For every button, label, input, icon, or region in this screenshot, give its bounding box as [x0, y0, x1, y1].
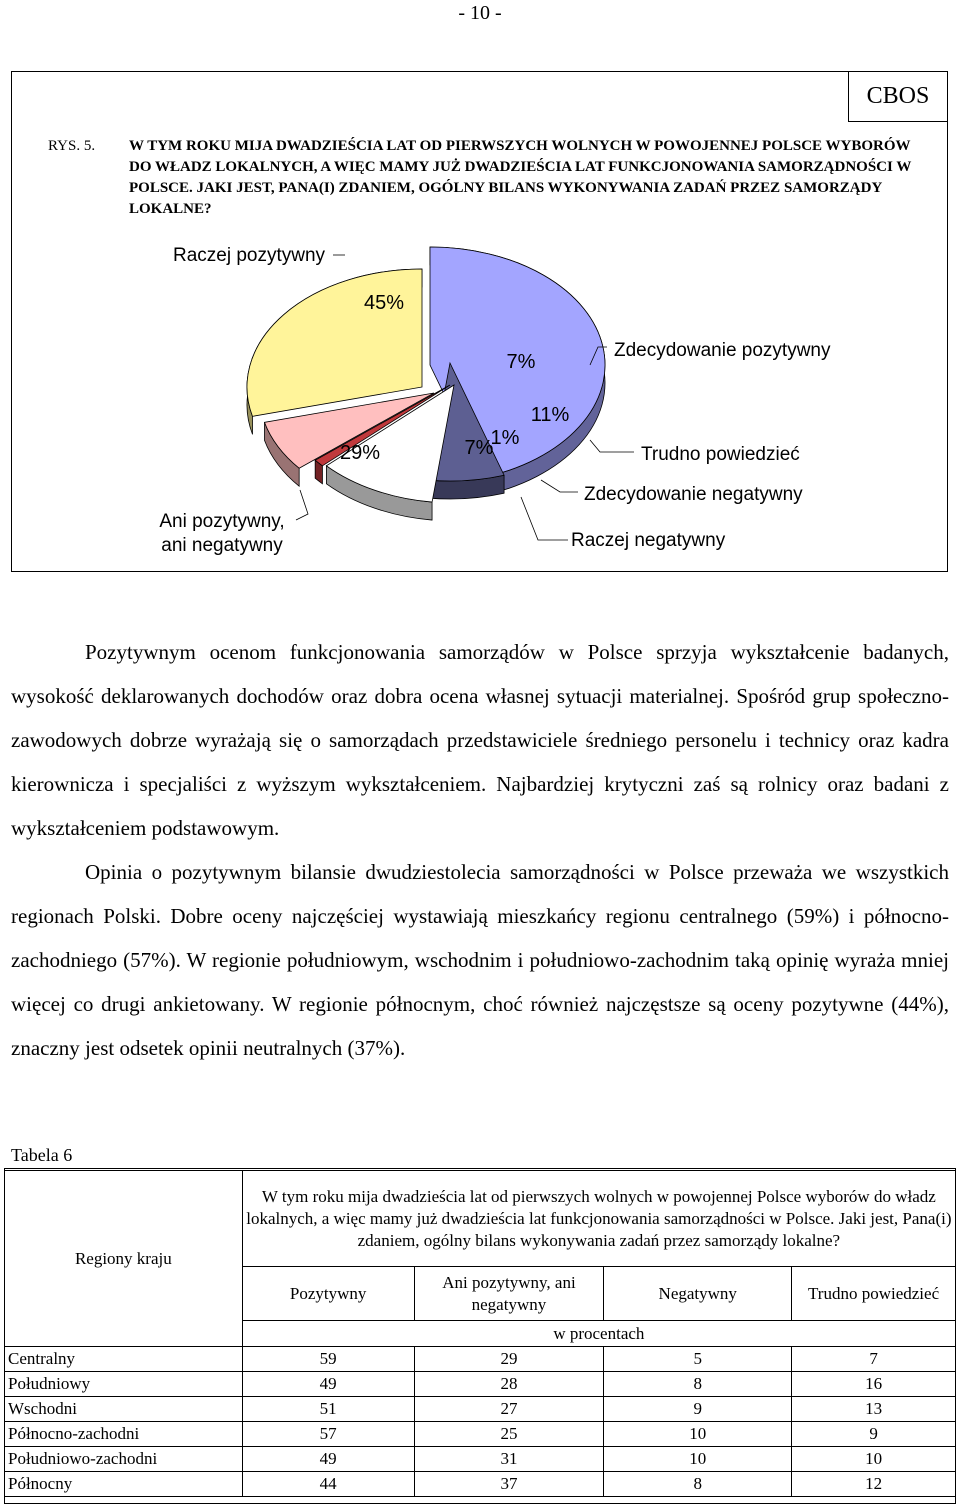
value-cell: 59 — [242, 1347, 414, 1372]
leader-line — [521, 497, 568, 540]
paragraph-2: Opinia o pozytywnym bilansie dwudziestolecia samorządności w Polsce przeważa we wszystkich regionach Polski. Dobre oceny najczęściej wystawiają mieszkańcy regionu centralnego (59%) i północno-zachodniego (57%). W regionie południowym, wschodnim i południowo-zachodnim taką opinię wyraża mniej więcej co drugi ankietowany. W regionie północnym, choć również najczęstsze są oceny pozytywne (44%), znaczny jest odsetek opinii neutralnych (37%). — [11, 860, 949, 1060]
value-cell: 13 — [792, 1397, 956, 1422]
value-cell: 10 — [792, 1447, 956, 1472]
slice-percent-label: 1% — [490, 427, 520, 449]
col-header-negative: Negatywny — [604, 1267, 792, 1321]
region-name: Południowo-zachodni — [5, 1447, 243, 1472]
slice-category-label: Ani pozytywny, ani negatywny — [159, 511, 285, 556]
leader-line — [296, 490, 308, 520]
col-header-hard-to-say: Trudno powiedzieć — [792, 1267, 956, 1321]
value-cell: 28 — [414, 1372, 604, 1397]
cbos-logo-box: CBOS — [848, 71, 948, 122]
figure-title: W TYM ROKU MIJA DWADZIEŚCIA LAT OD PIERWSZYCH WOLNYCH W POWOJENNEJ POLSCE WYBORÓW DO WŁADZ LOKALNYCH, A WIĘC MAMY JUŻ DWADZIEŚCIA LAT FUNKCJONOWANIA SAMORZĄDNOŚCI W POLSCE. JAKI JEST, PANA(I) ZDANIEM, OGÓLNY BILANS WYKONYWANIA ZADAŃ PRZEZ SAMORZĄDY LOKALNE? — [129, 138, 912, 217]
leader-line — [590, 440, 634, 452]
table-row-header: Regiony kraju — [5, 1171, 243, 1347]
figure-label: RYS. 5. — [48, 138, 96, 154]
region-name: Północno-zachodni — [5, 1422, 243, 1447]
slice-percent-label: 45% — [363, 292, 405, 314]
value-cell: 27 — [414, 1397, 604, 1422]
col-header-neutral: Ani pozytywny, ani negatywny — [414, 1267, 604, 1321]
slice-percent-label: 7% — [506, 351, 536, 373]
value-cell: 29 — [414, 1347, 604, 1372]
slice-category-label: Trudno powiedzieć — [641, 444, 800, 465]
slice-percent-label: 29% — [339, 442, 381, 464]
slice-category-label: Raczej negatywny — [571, 530, 726, 551]
value-cell: 10 — [604, 1447, 792, 1472]
value-cell: 16 — [792, 1372, 956, 1397]
table-row — [5, 1372, 956, 1397]
value-cell: 44 — [242, 1472, 414, 1497]
slice-category-label: Zdecydowanie pozytywny — [614, 340, 831, 361]
body-text — [11, 630, 949, 1070]
value-cell: 8 — [604, 1472, 792, 1497]
value-cell: 57 — [242, 1422, 414, 1447]
value-cell: 51 — [242, 1397, 414, 1422]
region-name: Północny — [5, 1472, 243, 1497]
leader-line — [541, 480, 578, 492]
value-cell: 10 — [604, 1422, 792, 1447]
table-caption: Tabela 6 — [11, 1145, 73, 1165]
regions-table — [4, 1170, 956, 1497]
table-row — [5, 1397, 956, 1422]
region-name: Centralny — [5, 1347, 243, 1372]
unit-label: w procentach — [242, 1321, 955, 1347]
slice-category-label: Raczej pozytywny — [173, 245, 326, 266]
slice-category-label: Zdecydowanie negatywny — [584, 484, 803, 505]
value-cell: 9 — [604, 1397, 792, 1422]
value-cell: 31 — [414, 1447, 604, 1472]
slice-percent-label: 7% — [464, 437, 494, 459]
value-cell: 12 — [792, 1472, 956, 1497]
paragraph-1: Pozytywnym ocenom funkcjonowania samorządów w Polsce sprzyja wykształcenie badanych, wysokość deklarowanych dochodów oraz dobra ocena własnej sytuacji materialnej. Spośród grup społeczno-zawodowych dobrze wyrażają się o samorządach przedstawiciele średniego personelu i technicy oraz kadra kierownicza i specjaliści z wyższym wykształceniem. Najbardziej krytyczni zaś są rolnicy oraz badani z wykształceniem podstawowym. — [11, 640, 949, 840]
value-cell: 37 — [414, 1472, 604, 1497]
table-row — [5, 1347, 956, 1372]
value-cell: 49 — [242, 1447, 414, 1472]
value-cell: 8 — [604, 1372, 792, 1397]
col-header-positive: Pozytywny — [242, 1267, 414, 1321]
region-name: Południowy — [5, 1372, 243, 1397]
value-cell: 25 — [414, 1422, 604, 1447]
value-cell: 7 — [792, 1347, 956, 1372]
region-name: Wschodni — [5, 1397, 243, 1422]
value-cell: 5 — [604, 1347, 792, 1372]
table-row — [5, 1422, 956, 1447]
table-row — [5, 1447, 956, 1472]
table-row — [5, 1472, 956, 1497]
slice-percent-label: 11% — [530, 404, 570, 426]
pie-chart — [0, 0, 960, 600]
table-question: W tym roku mija dwadzieścia lat od pierwszych wolnych w powojennej Polsce wyborów do władz lokalnych, a więc mamy już dwadzieścia lat funkcjonowania samorządności w Polsce. Jaki jest, Pana(i) zdaniem, ogólny bilans wykonywania zadań przez samorządy lokalne? — [242, 1171, 955, 1267]
page-number: - 10 - — [458, 2, 502, 24]
value-cell: 49 — [242, 1372, 414, 1397]
value-cell: 9 — [792, 1422, 956, 1447]
